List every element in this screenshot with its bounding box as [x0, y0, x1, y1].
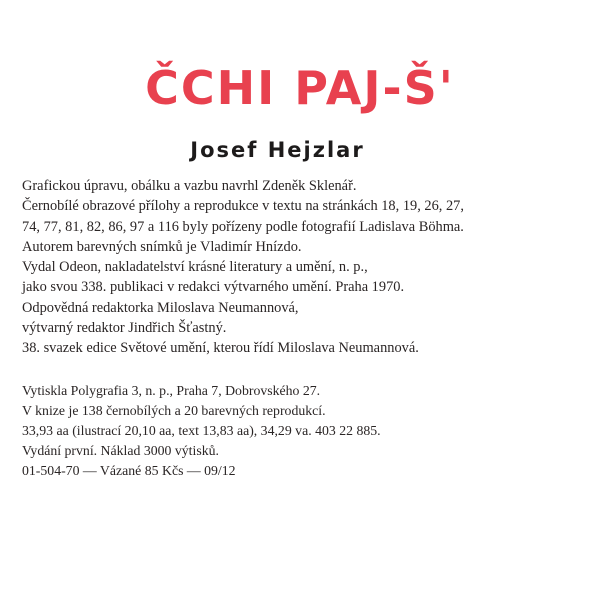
credits-block [22, 176, 592, 359]
imprint-block [22, 381, 592, 481]
credits-line: Grafickou úpravu, obálku a vazbu navrhl Zdeněk Sklenář. [22, 178, 357, 194]
book-author: Josef Hejzlar [190, 138, 365, 162]
book-title: ČCHI PAJ-Š' [145, 61, 455, 115]
credits-line: Vydal Odeon, nakladatelství krásné literatury a umění, n. p., [22, 259, 368, 276]
credits-line: výtvarný redaktor Jindřich Šťastný. [22, 320, 227, 337]
credits-line: Černobílé obrazové přílohy a reprodukce v textu na stránkách 18, 19, 26, 27, [22, 198, 464, 215]
credits-line: jako svou 338. publikaci v redakci výtvarného umění. Praha 1970. [22, 279, 405, 296]
imprint-line: Vydání první. Náklad 3000 výtisků. [22, 443, 219, 458]
imprint-line: 33,93 aa (ilustrací 20,10 aa, text 13,83 aa), 34,29 va. 403 22 885. [22, 423, 381, 438]
imprint-line: Vytiskla Polygrafia 3, n. p., Praha 7, Dobrovského 27. [22, 383, 321, 398]
credits-line: 74, 77, 81, 82, 86, 97 a 116 byly pořízeny podle fotografií Ladislava Böhma. [22, 218, 464, 235]
credits-line: Autorem barevných snímků je Vladimír Hnízdo. [22, 238, 302, 255]
imprint-line: 01-504-70 — Vázané 85 Kčs — 09/12 [22, 463, 236, 478]
credits-line: Odpovědná redaktorka Miloslava Neumannová, [22, 299, 299, 316]
imprint-line: V knize je 138 černobílých a 20 barevných reprodukcí. [22, 403, 326, 418]
credits-line: 38. svazek edice Světové umění, kterou řídí Miloslava Neumannová. [22, 340, 419, 357]
